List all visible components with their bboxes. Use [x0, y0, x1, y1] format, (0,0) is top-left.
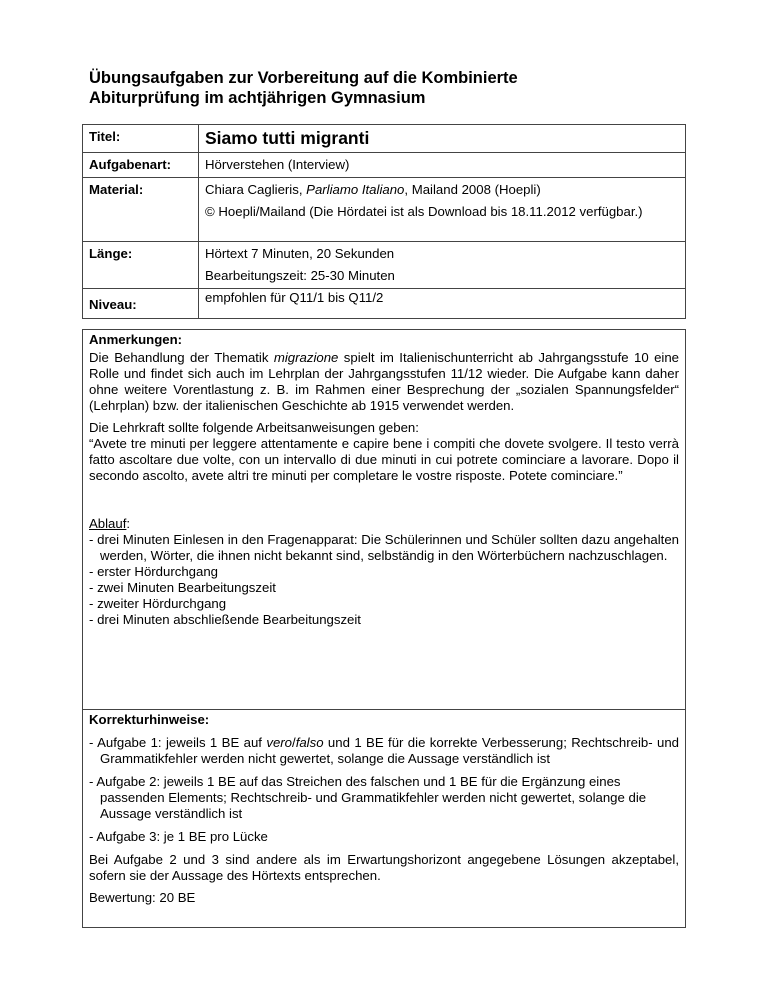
list-item: - zweiter Hördurchgang: [89, 596, 227, 611]
item1-vero: vero: [266, 735, 293, 750]
ablauf-list: [89, 532, 679, 628]
heading-line-1: Übungsaufgaben zur Vorbereitung auf die Kombinierte: [89, 69, 518, 87]
p1-text-b: spielt im Italienischunterricht ab Jahrgangsstufe 10 eine Rolle und findet sich auch im Lehrplan der Jahrgangsstufen 11/12 wieder. Die Aufgabe kann daher ohne weitere Vorentlastung z. B. im Rahmen einer Besprechung der „sozialen Spannungsfelder“ (Lehrplan) bzw. der italienischen Geschichte ab 1915 verwendet werden.: [89, 350, 679, 413]
aufgabenart-label: Aufgabenart:: [83, 153, 199, 178]
titel-cell: [199, 125, 686, 153]
anmerkungen-section: [82, 329, 686, 710]
material-cell: [199, 178, 686, 242]
list-item: - Aufgabe 3: je 1 BE pro Lücke: [89, 829, 268, 844]
ablauf-item-text: erster Hördurchgang: [97, 564, 219, 579]
korrektur-list: [89, 735, 679, 845]
korrektur-heading: Korrekturhinweise:: [89, 712, 210, 727]
ablauf-item-text: drei Minuten abschließende Bearbeitungszeit: [97, 612, 361, 627]
list-item: - erster Hördurchgang: [89, 564, 219, 579]
p1-text-a: Die Behandlung der Thematik: [89, 350, 274, 365]
anmerkungen-instruction-quote: “Avete tre minuti per leggere attentamente e capire bene i compiti che dovete svolgere. Il testo verrà fatto ascoltare due volte, con un intervallo di due minuti in cui potrete cominciare a lavorare. Dopo il secondo ascolto, avete altri tre minuti per completare le vostre risposte. Potete cominciare.”: [89, 436, 679, 483]
titel-label: Titel:: [83, 125, 199, 153]
niveau-label: Niveau:: [83, 289, 199, 319]
item1-falso: falso: [295, 735, 324, 750]
laenge-value: Hörtext 7 Minuten, 20 Sekunden: [205, 246, 395, 261]
list-item: - drei Minuten Einlesen in den Fragenapparat: Die Schülerinnen und Schüler sollten dazu angehalten werden, Wörter, die ihnen nicht bekannt sind, selbständig in den Wörterbüchern nachzuschlagen.: [89, 532, 679, 563]
document-heading: [89, 68, 689, 108]
ablauf-item-text: zwei Minuten Bearbeitungszeit: [97, 580, 276, 595]
laenge-label: Länge:: [83, 242, 199, 289]
material-line: [205, 182, 679, 198]
info-table: [82, 124, 686, 319]
item1-text-b: und 1 BE für die korrekte Verbesserung; Rechtschreib- und Grammatikfehler werden nicht gewertet, solange die Aussage verständlich ist: [100, 735, 679, 766]
anmerkungen-heading: Anmerkungen:: [89, 332, 183, 347]
material-book: Parliamo Italiano: [306, 182, 405, 197]
material-author: Chiara Caglieris,: [205, 182, 307, 197]
laenge-cell: [199, 242, 686, 289]
bewertung: Bewertung: 20 BE: [89, 890, 196, 905]
p1-italic: migrazione: [273, 350, 339, 365]
material-label: Material:: [83, 178, 199, 242]
titel-value: Siamo tutti migranti: [205, 128, 370, 148]
ablauf-item-text: zweiter Hördurchgang: [97, 596, 227, 611]
material-rest: , Mailand 2008 (Hoepli): [404, 182, 541, 197]
korrektur-note: Bei Aufgabe 2 und 3 sind andere als im Erwartungshorizont angegebene Lösungen akzeptabel, sofern sie der Aussage des Hörtexts entsprechen.: [89, 852, 679, 883]
anmerkungen-paragraph-1: [89, 350, 679, 414]
laenge-value-2: Bearbeitungszeit: 25-30 Minuten: [205, 268, 395, 283]
korrektur-section: [82, 709, 686, 928]
ablauf-item-text: drei Minuten Einlesen in den Fragenapparat: Die Schülerinnen und Schüler sollten dazu angehalten werden, Wörter, die ihnen nicht bekannt sind, selbständig in den Wörterbüchern nachzuschlagen.: [97, 532, 679, 563]
list-item: - Aufgabe 1: jeweils 1 BE auf vero/falso und 1 BE für die korrekte Verbesserung; Rechtschreib- und Grammatikfehler werden nicht gewertet, solange die Aussage verständlich ist: [89, 735, 679, 766]
ablauf-colon: :: [126, 516, 131, 531]
list-item: - drei Minuten abschließende Bearbeitungszeit: [89, 612, 361, 627]
niveau-value: empfohlen für Q11/1 bis Q11/2: [199, 289, 686, 319]
list-item: - zwei Minuten Bearbeitungszeit: [89, 580, 276, 595]
ablauf-heading: [89, 516, 679, 532]
list-item: - Aufgabe 2: jeweils 1 BE auf das Streichen des falschen und 1 BE für die Ergänzung eines passenden Elements; Rechtschreib- und Grammatikfehler werden nicht gewertet, solange die Aussage verständlich ist: [89, 774, 647, 821]
material-note: © Hoepli/Mailand (Die Hördatei ist als Download bis 18.11.2012 verfügbar.): [205, 204, 643, 219]
aufgabenart-value: Hörverstehen (Interview): [199, 153, 686, 178]
item3-text: Aufgabe 3: je 1 BE pro Lücke: [96, 829, 268, 844]
anmerkungen-instruction-intro: Die Lehrkraft sollte folgende Arbeitsanweisungen geben:: [89, 420, 419, 435]
item1-slash: /: [292, 735, 296, 750]
ablauf-label: Ablauf: [89, 516, 127, 531]
heading-line-2: Abiturprüfung im achtjährigen Gymnasium: [89, 89, 426, 107]
item1-text-a: Aufgabe 1: jeweils 1 BE auf: [97, 735, 267, 750]
item2-text: Aufgabe 2: jeweils 1 BE auf das Streichen des falschen und 1 BE für die Ergänzung eines passenden Elements; Rechtschreib- und Grammatikfehler werden nicht gewertet, solange die Aussage verständlich ist: [96, 774, 647, 821]
